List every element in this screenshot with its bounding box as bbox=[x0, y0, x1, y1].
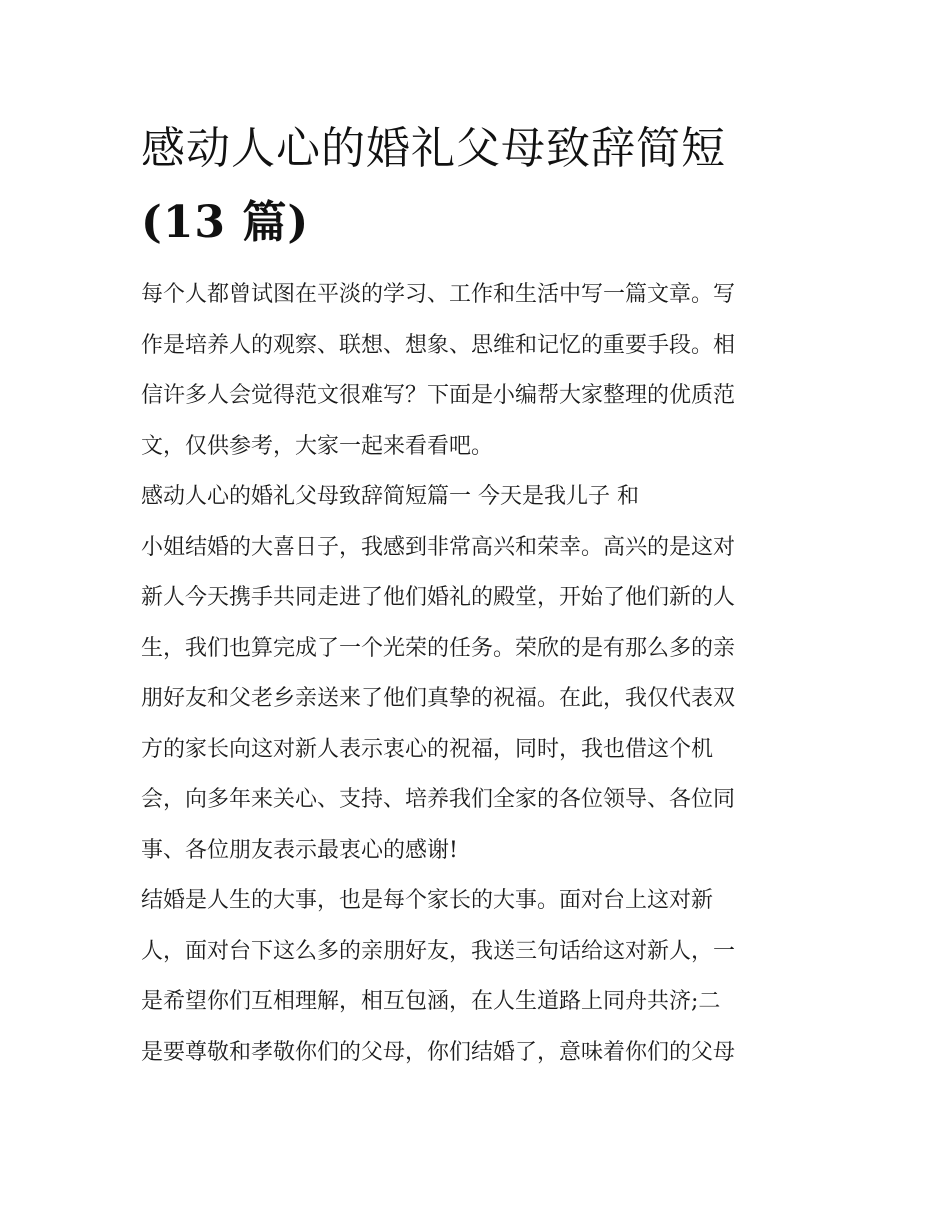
document-body bbox=[141, 112, 813, 1078]
text-line: 方的家长向这对新人表示衷心的祝福，同时，我也借这个机 bbox=[141, 736, 714, 762]
text-line: 人，面对台下这么多的亲朋好友，我送三句话给这对新人，一 bbox=[141, 938, 736, 964]
text-line: 是要尊敬和孝敬你们的父母，你们结婚了，意味着你们的父母 bbox=[141, 1039, 736, 1065]
intro-paragraph bbox=[141, 270, 813, 472]
text-line: 每个人都曾试图在平淡的学习、工作和生活中写一篇文章。写 bbox=[141, 282, 736, 307]
title-line-2: (13 篇) bbox=[141, 197, 310, 248]
text-line: 事、各位朋友表示最衷心的感谢! bbox=[141, 837, 458, 863]
text-line: 是希望你们互相理解，相互包涵，在人生道路上同舟共济;二 bbox=[141, 989, 721, 1014]
text-line: 新人今天携手共同走进了他们婚礼的殿堂，开始了他们新的人 bbox=[141, 585, 736, 610]
title-line-1: 感动人心的婚礼父母致辞简短 bbox=[141, 123, 726, 174]
text-line: 感动人心的婚礼父母致辞简短篇一 今天是我儿子 和 bbox=[141, 484, 639, 509]
document-title bbox=[141, 112, 813, 260]
text-line: 信许多人会觉得范文很难写？下面是小编帮大家整理的优质范 bbox=[141, 383, 736, 408]
text-line: 作是培养人的观察、联想、想象、思维和记忆的重要手段。相 bbox=[141, 332, 736, 358]
section-2-paragraph bbox=[141, 876, 813, 1078]
text-line: 生，我们也算完成了一个光荣的任务。荣欣的是有那么多的亲 bbox=[141, 635, 736, 661]
text-line: 会，向多年来关心、支持、培养我们全家的各位领导、各位同 bbox=[141, 787, 736, 812]
section-1-paragraph bbox=[141, 472, 813, 876]
text-line: 朋好友和父老乡亲送来了他们真挚的祝福。在此，我仅代表双 bbox=[141, 686, 736, 711]
text-line: 小姐结婚的大喜日子，我感到非常高兴和荣幸。高兴的是这对 bbox=[141, 534, 736, 560]
text-line: 文，仅供参考，大家一起来看看吧。 bbox=[141, 433, 494, 459]
text-line: 结婚是人生的大事，也是每个家长的大事。面对台上这对新 bbox=[141, 888, 714, 913]
